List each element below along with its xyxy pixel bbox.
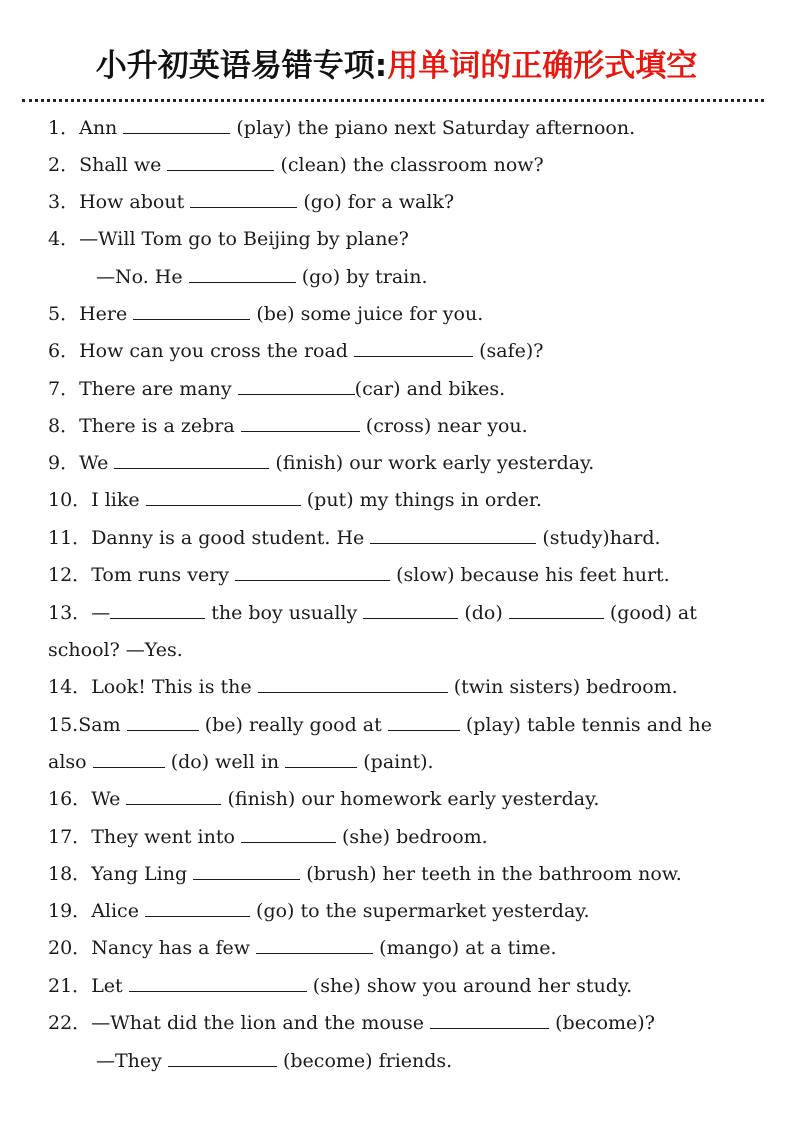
- question-text: I like: [91, 489, 140, 511]
- question-text: Sam: [78, 714, 121, 736]
- question-text: (do) well in: [170, 751, 280, 773]
- answer-blank[interactable]: [235, 562, 390, 581]
- answer-blank[interactable]: [146, 487, 301, 506]
- question-13: [48, 598, 697, 628]
- answer-blank[interactable]: [114, 450, 269, 469]
- question-text: —What did the lion and the mouse: [91, 1012, 425, 1034]
- question-text: How can you cross the road: [79, 340, 348, 362]
- question-text: (play) the piano next Saturday afternoon.: [236, 117, 636, 139]
- question-number: 8．: [48, 415, 80, 437]
- answer-blank[interactable]: [241, 824, 336, 843]
- question-16: [48, 784, 599, 814]
- question-text: (paint).: [363, 751, 434, 773]
- question-22: [48, 1008, 655, 1038]
- question-text: (be) some juice for you.: [256, 303, 484, 325]
- answer-blank[interactable]: [167, 152, 274, 171]
- question-text: (finish) our homework early yesterday.: [227, 788, 600, 810]
- question-text: Let: [91, 975, 123, 997]
- question-text: (finish) our work early yesterday.: [275, 452, 595, 474]
- question-20: [48, 933, 557, 963]
- question-text: How about: [79, 191, 185, 213]
- question-5: [48, 299, 483, 329]
- question-text: We: [91, 788, 121, 810]
- question-number: 22．: [48, 1012, 92, 1034]
- question-number: 20．: [48, 937, 92, 959]
- title-red-part: 用单词的正确形式填空: [387, 48, 698, 84]
- question-6: [48, 336, 543, 366]
- title-black-part: 小升初英语易错专项:: [95, 48, 388, 84]
- answer-blank[interactable]: [193, 861, 300, 880]
- answer-blank[interactable]: [370, 525, 536, 544]
- question-text: (she) bedroom.: [342, 826, 488, 848]
- question-7: [48, 374, 505, 404]
- question-text: (cross) near you.: [365, 415, 528, 437]
- question-number: 12．: [48, 564, 92, 586]
- question-3: [48, 187, 454, 217]
- question-number: 9．: [48, 452, 80, 474]
- question-text: They went into: [91, 826, 235, 848]
- question-14: [48, 672, 678, 702]
- question-2: [48, 150, 544, 180]
- question-text: (go) by train.: [301, 266, 428, 288]
- question-number: 7．: [48, 378, 80, 400]
- question-text: Nancy has a few: [91, 937, 251, 959]
- question-text: (she) show you around her study.: [312, 975, 633, 997]
- question-text: Danny is a good student. He: [91, 527, 365, 549]
- question-text: (slow) because his feet hurt.: [396, 564, 670, 586]
- question-text: Yang Ling: [91, 863, 188, 885]
- answer-blank[interactable]: [256, 935, 373, 954]
- question-text: —: [91, 602, 111, 624]
- question-text: (mango) at a time.: [379, 937, 557, 959]
- answer-blank[interactable]: [241, 413, 360, 432]
- question-text: We: [79, 452, 109, 474]
- answer-blank[interactable]: [168, 1048, 277, 1067]
- question-number: 5．: [48, 303, 80, 325]
- question-19: [48, 896, 590, 926]
- question-number: 19．: [48, 900, 92, 922]
- answer-blank[interactable]: [133, 301, 250, 320]
- question-text: Alice: [91, 900, 139, 922]
- question-text: (study)hard.: [542, 527, 661, 549]
- question-22-reply: [96, 1046, 452, 1076]
- page-title: [0, 44, 793, 88]
- question-text: also: [48, 751, 87, 773]
- question-12: [48, 560, 670, 590]
- question-number: 18．: [48, 863, 92, 885]
- answer-blank[interactable]: [110, 600, 205, 619]
- question-text: (go) for a walk?: [303, 191, 455, 213]
- question-text: (good) at: [609, 602, 697, 624]
- question-text: (put) my things in order.: [306, 489, 542, 511]
- question-number: 4．: [48, 228, 80, 250]
- question-text: the boy usually: [211, 602, 358, 624]
- question-13-continued: [48, 635, 183, 665]
- question-4-reply: [96, 262, 428, 292]
- question-number: 15.: [48, 714, 79, 736]
- answer-blank[interactable]: [123, 115, 230, 134]
- question-number: 14．: [48, 676, 92, 698]
- question-4: [48, 224, 409, 254]
- question-text: (twin sisters) bedroom.: [453, 676, 678, 698]
- answer-blank[interactable]: [388, 712, 460, 731]
- question-10: [48, 485, 542, 515]
- answer-blank[interactable]: [93, 749, 165, 768]
- question-text: —They: [96, 1050, 162, 1072]
- question-15: [48, 710, 712, 740]
- question-text: Ann: [79, 117, 118, 139]
- question-17: [48, 822, 488, 852]
- question-text: (brush) her teeth in the bathroom now.: [306, 863, 682, 885]
- question-text: Here: [79, 303, 128, 325]
- question-number: 3．: [48, 191, 80, 213]
- question-text: (play) table tennis and he: [465, 714, 712, 736]
- dotted-divider: [22, 99, 764, 102]
- question-number: 16．: [48, 788, 92, 810]
- question-number: 11．: [48, 527, 92, 549]
- question-text: school? —Yes.: [48, 639, 183, 661]
- question-text: (clean) the classroom now?: [280, 154, 544, 176]
- answer-blank[interactable]: [430, 1010, 549, 1029]
- question-8: [48, 411, 528, 441]
- question-number: 13．: [48, 602, 92, 624]
- question-number: 17．: [48, 826, 92, 848]
- question-text: (safe)?: [479, 340, 544, 362]
- answer-blank[interactable]: [238, 376, 355, 395]
- question-1: [48, 113, 635, 143]
- answer-blank[interactable]: [354, 338, 473, 357]
- question-9: [48, 448, 594, 478]
- question-11: [48, 523, 661, 553]
- question-text: (be) really good at: [204, 714, 382, 736]
- answer-blank[interactable]: [363, 600, 458, 619]
- answer-blank[interactable]: [189, 264, 296, 283]
- question-text: —No. He: [96, 266, 183, 288]
- question-number: 1．: [48, 117, 80, 139]
- answer-blank[interactable]: [285, 749, 357, 768]
- question-text: (do): [464, 602, 503, 624]
- question-15-continued: [48, 747, 434, 777]
- question-text: (become) friends.: [282, 1050, 453, 1072]
- answer-blank[interactable]: [145, 898, 250, 917]
- question-text: (go) to the supermarket yesterday.: [256, 900, 590, 922]
- answer-blank[interactable]: [258, 674, 448, 693]
- answer-blank[interactable]: [129, 973, 307, 992]
- question-text: (become)?: [555, 1012, 655, 1034]
- question-text: There are many: [79, 378, 232, 400]
- question-21: [48, 971, 632, 1001]
- question-text: There is a zebra: [79, 415, 235, 437]
- question-text: Look! This is the: [91, 676, 252, 698]
- question-number: 2．: [48, 154, 80, 176]
- question-number: 10．: [48, 489, 92, 511]
- question-number: 21．: [48, 975, 92, 997]
- answer-blank[interactable]: [190, 189, 297, 208]
- question-text: (car) and bikes.: [354, 378, 506, 400]
- question-text: Tom runs very: [91, 564, 230, 586]
- question-number: 6．: [48, 340, 80, 362]
- question-text: —Will Tom go to Beijing by plane?: [79, 228, 409, 250]
- answer-blank[interactable]: [509, 600, 604, 619]
- question-text: Shall we: [79, 154, 162, 176]
- answer-blank[interactable]: [127, 712, 199, 731]
- answer-blank[interactable]: [126, 786, 221, 805]
- question-18: [48, 859, 682, 889]
